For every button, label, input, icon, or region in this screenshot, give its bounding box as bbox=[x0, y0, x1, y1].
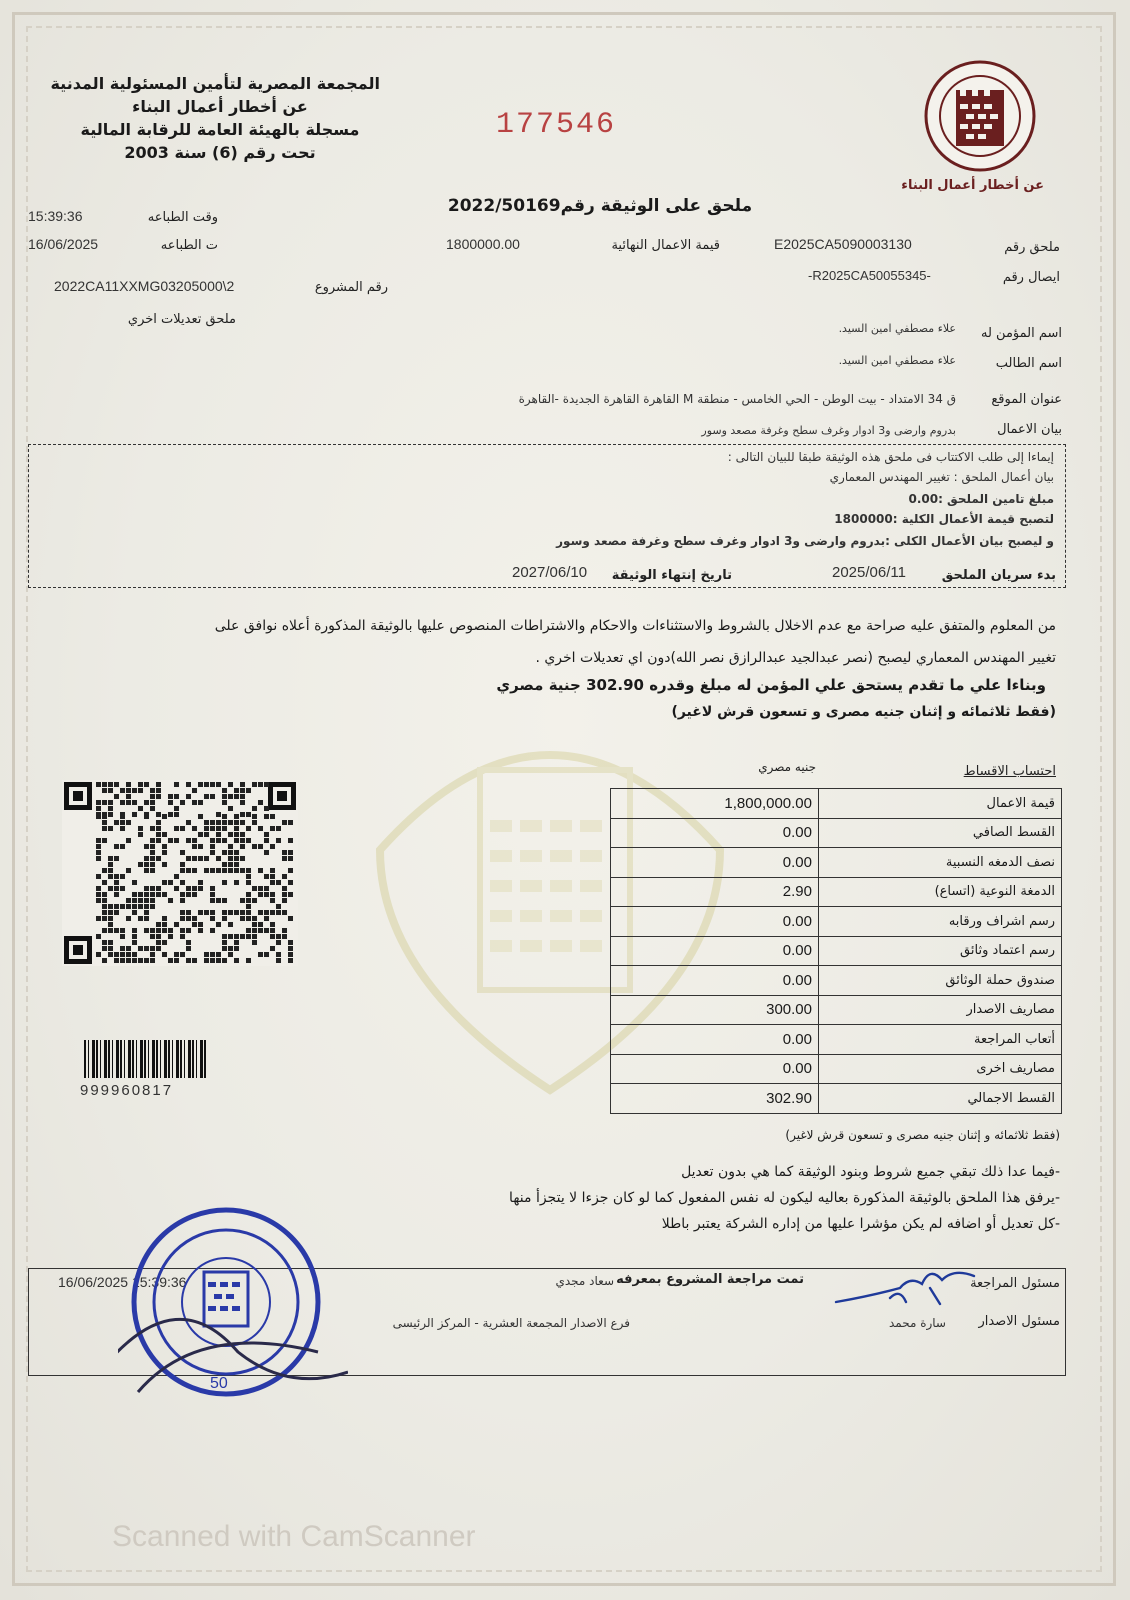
issuer-label: مسئول الاصدار bbox=[978, 1314, 1060, 1329]
note-1: -فيما عدا ذلك تبقي جميع شروط وبنود الوثيقة كما هي بدون تعديل bbox=[681, 1164, 1060, 1180]
table-row bbox=[611, 789, 1062, 819]
fee-amount: 0.00 bbox=[611, 848, 819, 878]
note-3: -كل تعديل أو اضافه لم يكن مؤشرا عليها من إداره الشركة يعتبر باطلا bbox=[661, 1216, 1060, 1232]
fee-name: أتعاب المراجعة bbox=[819, 1025, 1062, 1055]
fee-name: القسط الصافي bbox=[819, 818, 1062, 848]
print-date-value: 16/06/2025 bbox=[28, 236, 99, 252]
table-row bbox=[611, 877, 1062, 907]
start-date-label: بدء سريان الملحق bbox=[941, 568, 1056, 583]
box-intro: إيماءا إلى طلب الاكتتاب فى ملحق هذه الوثيقة طبقا للبيان التالى : bbox=[727, 450, 1054, 464]
serial-number: 177546 bbox=[496, 108, 617, 142]
endorsement-type: ملحق تعديلات اخري bbox=[127, 312, 236, 327]
box-works-change: بيان أعمال الملحق : تغيير المهندس المعماري bbox=[829, 470, 1054, 484]
final-works-label: قيمة الاعمال النهائية bbox=[611, 238, 720, 253]
site-address-value: ق 34 الامتداد - بيت الوطن - الحي الخامس - منطقة M القاهرة القاهرة الجديدة -القاهرة bbox=[518, 392, 956, 406]
insured-label: اسم المؤمن له bbox=[980, 326, 1062, 341]
barcode-number: 999960817 bbox=[80, 1082, 174, 1099]
issuer-name: سارة محمد bbox=[888, 1316, 946, 1330]
fee-amount: 0.00 bbox=[611, 936, 819, 966]
terms-amount-due: وبناءا علي ما تقدم يستحق علي المؤمن له مبلغ وقدره 302.90 جنية مصري bbox=[496, 676, 1046, 694]
terms-paragraph-1: من المعلوم والمتفق عليه صراحة مع عدم الاخلال بالشروط والاستثناءات والاحكام والاشتراطات المنصوص عليها بالوثيقة المذكورة أعلاه نوافق على bbox=[214, 618, 1056, 634]
print-time-value: 15:39:36 bbox=[28, 208, 83, 224]
final-works-value: 1800000.00 bbox=[446, 236, 520, 252]
fee-name: رسم اشراف ورقابه bbox=[819, 907, 1062, 937]
company-logo-tower-icon bbox=[920, 60, 1040, 196]
company-registration-number: تحت رقم (6) سنة 2003 bbox=[124, 143, 316, 162]
table-row bbox=[611, 1025, 1062, 1055]
expiry-date-value: 2027/06/10 bbox=[512, 564, 588, 581]
document-title: ملحق على الوثيقة رقم2022/50169 bbox=[447, 196, 753, 216]
receipt-number-label: ايصال رقم bbox=[1002, 270, 1060, 285]
issuing-branch: فرع الاصدار المجمعة العشرية - المركز الرئيسى bbox=[392, 1316, 630, 1330]
applicant-label: اسم الطالب bbox=[995, 356, 1062, 371]
fees-total-words: (فقط ثلاثمائه و إثنان جنيه مصرى و تسعون قرش لاغير) bbox=[785, 1128, 1060, 1142]
expiry-date-label: تاريخ إنتهاء الوثيقة bbox=[611, 568, 732, 583]
project-number-value: 2022CA11XXMG03205000\2 bbox=[54, 278, 235, 294]
company-name-line2: عن أخطار أعمال البناء bbox=[132, 97, 308, 116]
terms-amount-words: (فقط ثلاثمائه و إثنان جنيه مصرى و تسعون قرش لاغير) bbox=[671, 704, 1056, 720]
table-row bbox=[611, 907, 1062, 937]
fee-name: القسط الاجمالي bbox=[819, 1084, 1062, 1114]
print-time-label: وقت الطباعه bbox=[147, 210, 218, 225]
table-row bbox=[611, 818, 1062, 848]
box-total-works: و ليصبح بيان الأعمال الكلى :بدروم وارضى و3 ادوار وغرف سطح وغرفة مصعد وسور bbox=[556, 534, 1054, 548]
endorsement-number-label: ملحق رقم bbox=[1004, 240, 1060, 255]
fee-name: مصاريف الاصدار bbox=[819, 995, 1062, 1025]
terms-paragraph-2: تغيير المهندس المعماري ليصبح (نصر عبدالجيد عبدالرازق نصر الله)دون اي تعديلات اخري . bbox=[535, 650, 1056, 666]
endorsement-number-value: E2025CA5090003130 bbox=[774, 236, 912, 252]
fee-amount: 1,800,000.00 bbox=[611, 789, 819, 819]
box-total-value: لتصبح قيمة الأعمال الكلية :1800000 bbox=[834, 512, 1054, 526]
fee-name: الدمغة النوعية (اتساع) bbox=[819, 877, 1062, 907]
applicant-value: علاء مصطفي امين السيد. bbox=[838, 354, 956, 367]
site-address-label: عنوان الموقع bbox=[991, 392, 1062, 407]
works-value: بدروم وارضى و3 ادوار وغرف سطح وغرفة مصعد وسور bbox=[701, 424, 956, 437]
fee-amount: 300.00 bbox=[611, 995, 819, 1025]
works-label: بيان الاعمال bbox=[997, 422, 1062, 437]
table-row bbox=[611, 966, 1062, 996]
fee-name: صندوق حملة الوثائق bbox=[819, 966, 1062, 996]
company-name-line1: المجمعة المصرية لتأمين المسئولية المدنية bbox=[50, 74, 380, 93]
note-2: -يرفق هذا الملحق بالوثيقة المذكورة بعاليه ليكون له نفس المفعول كما لو كان جزءا لا يتجزأ منها bbox=[509, 1190, 1060, 1206]
project-number-label: رقم المشروع bbox=[314, 280, 388, 295]
table-row bbox=[611, 995, 1062, 1025]
fee-name: نصف الدمغه النسبية bbox=[819, 848, 1062, 878]
box-amount: مبلغ تامين الملحق :0.00 bbox=[908, 492, 1054, 506]
fee-amount: 302.90 bbox=[611, 1084, 819, 1114]
fee-amount: 0.00 bbox=[611, 966, 819, 996]
fees-currency: جنيه مصري bbox=[758, 760, 816, 774]
receipt-number-value: -R2025CA50055345- bbox=[808, 268, 931, 283]
fee-amount: 0.00 bbox=[611, 907, 819, 937]
table-row bbox=[611, 936, 1062, 966]
fee-amount: 0.00 bbox=[611, 1025, 819, 1055]
table-row bbox=[611, 1054, 1062, 1084]
reviewer-signature bbox=[830, 1258, 980, 1314]
qr-code-icon bbox=[62, 780, 298, 966]
insured-value: علاء مصطفي امين السيد. bbox=[838, 322, 956, 335]
review-label: مسئول المراجعة bbox=[970, 1276, 1060, 1291]
fee-name: مصاريف اخرى bbox=[819, 1054, 1062, 1084]
fee-name: رسم اعتماد وثائق bbox=[819, 936, 1062, 966]
review-text: تمت مراجعة المشروع بمعرفه bbox=[616, 1272, 804, 1287]
start-date-value: 2025/06/11 bbox=[832, 564, 906, 581]
official-stamp bbox=[118, 1202, 348, 1412]
scanner-watermark: Scanned with CamScanner bbox=[112, 1520, 476, 1553]
stamp-number: 50 bbox=[210, 1375, 228, 1392]
reviewer-name: سعاد مجدي bbox=[555, 1274, 614, 1288]
logo-caption: عن أخطار أعمال البناء bbox=[901, 178, 1044, 193]
fees-heading: احتساب الاقساط bbox=[963, 764, 1056, 779]
fee-amount: 0.00 bbox=[611, 1054, 819, 1084]
barcode bbox=[84, 1040, 206, 1078]
company-registration-line: مسجلة بالهيئة العامة للرقابة المالية bbox=[80, 120, 360, 139]
table-row bbox=[611, 1084, 1062, 1114]
footer-date: 16/06/2025 15:39:36 bbox=[58, 1274, 187, 1290]
fees-table bbox=[610, 788, 1062, 1114]
fee-name: قيمة الاعمال bbox=[819, 789, 1062, 819]
fee-amount: 2.90 bbox=[611, 877, 819, 907]
fee-amount: 0.00 bbox=[611, 818, 819, 848]
print-date-label: ت الطباعه bbox=[160, 238, 218, 253]
table-row bbox=[611, 848, 1062, 878]
